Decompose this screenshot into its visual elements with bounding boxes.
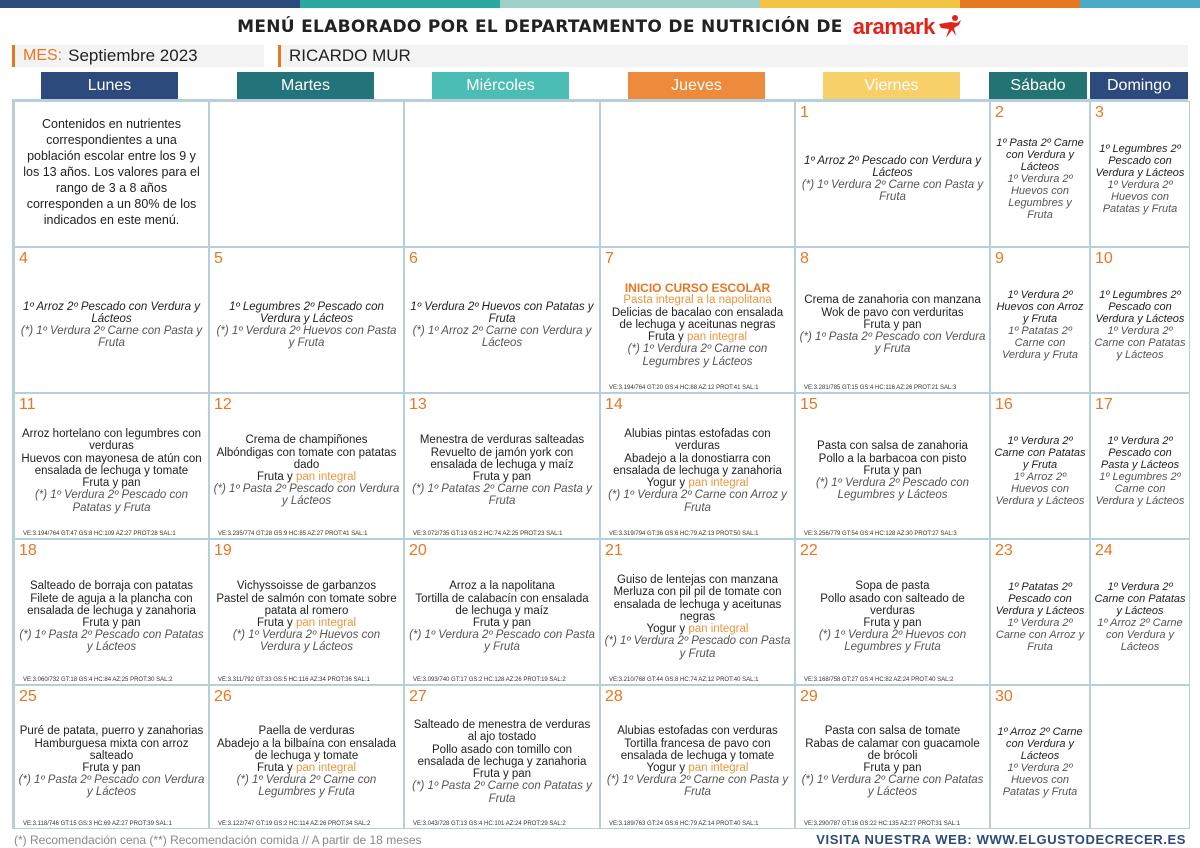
dinner-recommendation: (*) 1º Verdura 2º Carne con Pasta y Fruta <box>20 325 203 350</box>
top-bar-segment <box>960 0 1080 8</box>
dish-line: Arroz hortelano con legumbres con verduras <box>22 428 201 453</box>
day-cell-26 <box>209 685 404 829</box>
day-cell-23 <box>990 539 1090 685</box>
day-cell-15 <box>795 393 990 539</box>
dinner-recommendation: (*) 1º Patatas 2º Carne con Pasta y Fruta <box>412 483 592 508</box>
dish-line: Fruta y pan <box>863 318 922 331</box>
dish-line: Guiso de lentejas con manzana <box>616 574 779 587</box>
day-header-domingo: Domingo <box>1090 72 1188 100</box>
dessert-text: Fruta y <box>256 617 296 629</box>
nutrition-stats: VE:3.168/758 GT:27 GS:4 HC:82 AZ:24 PROT:40 SAL:2 <box>804 677 954 683</box>
day-number: 22 <box>800 542 818 559</box>
dish-line: Abadejo a la donostiarra con ensalada de lechuga y zanahoria <box>613 452 782 477</box>
dessert-text: Fruta y <box>647 331 687 344</box>
dinner-recommendation: (*) 1º Verdura 2º Carne con Arroz y Fruta <box>608 489 787 514</box>
dish-line: Pastel de salmón con tomate sobre patata al romero <box>216 592 397 617</box>
dessert-text: Yogur y <box>646 623 689 636</box>
menu-content <box>994 708 1086 816</box>
menu-content <box>408 270 596 380</box>
lunch-recommendation: 1º Verdura 2º Huevos con Patatas y Fruta <box>410 300 594 325</box>
dish-line: Hamburguesa mixta con arroz salteado <box>34 737 189 762</box>
nutrition-stats: VE:3.122/747 GT:19 GS:2 HC:114 AZ:26 PROT:34 SAL:2 <box>218 821 371 827</box>
lunch-recommendation: 1º Patatas 2º Pescado con Verdura y Lácteos <box>995 581 1085 617</box>
day-number: 3 <box>1095 104 1104 121</box>
day-cell-7 <box>600 247 795 393</box>
dessert-text: Yogur y <box>646 477 689 490</box>
dessert-bread-line <box>647 477 749 489</box>
day-number: 8 <box>800 250 809 267</box>
dish-line: Pollo asado con tomillo con ensalada de lechuga y zanahoria <box>417 743 587 768</box>
menu-content <box>18 270 205 380</box>
dish-line: Arroz a la napolitana <box>449 580 555 593</box>
nutrition-stats: VE:3.194/764 GT:47 GS:8 HC:109 AZ:27 PROT:28 SAL:1 <box>23 531 176 537</box>
lunch-recommendation: 1º Verdura 2º Carne con Patatas y Lácteos <box>1094 581 1186 617</box>
day-number: 16 <box>995 396 1013 413</box>
empty-cell <box>404 101 600 247</box>
lunch-recommendation: 1º Verdura 2º Carne con Patatas y Fruta <box>994 435 1086 471</box>
nutrition-stats: VE:3.194/764 GT:20 GS:4 HC:88 AZ:12 PROT:41 SAL:1 <box>609 385 759 391</box>
day-cell-1 <box>795 101 990 247</box>
dish-line: Fruta y pan <box>863 464 922 477</box>
day-number: 23 <box>995 542 1013 559</box>
day-cell-19 <box>209 539 404 685</box>
menu-content <box>213 416 400 526</box>
dish-line: Salteado de borraja con patatas <box>29 580 194 593</box>
day-cell-16 <box>990 393 1090 539</box>
day-cell-28 <box>600 685 795 829</box>
menu-content <box>1094 270 1186 380</box>
day-cell-9 <box>990 247 1090 393</box>
dessert-bread-line <box>257 762 356 774</box>
day-number: 28 <box>605 688 623 705</box>
day-number: 6 <box>409 250 418 267</box>
day-number: 26 <box>214 688 232 705</box>
dish-line: Fruta y pan <box>82 617 141 629</box>
menu-content <box>18 416 205 526</box>
day-number: 9 <box>995 250 1004 267</box>
day-cell-30 <box>990 685 1090 829</box>
empty-cell <box>14 101 209 247</box>
whole-bread-text: pan integral <box>295 762 357 774</box>
day-number: 12 <box>214 396 232 413</box>
day-number: 4 <box>19 250 28 267</box>
empty-cell <box>600 101 795 247</box>
school-name: RICARDO MUR <box>289 46 411 65</box>
whole-bread-text: pan integral <box>686 331 748 344</box>
whole-bread-text: pan integral <box>688 477 749 490</box>
dessert-bread-line <box>647 623 749 635</box>
nutrition-stats: VE:3.290/787 GT:16 GS:22 HC:135 AZ:27 PROT:31 SAL:1 <box>804 821 961 827</box>
day-number: 20 <box>409 542 427 559</box>
day-number: 25 <box>19 688 37 705</box>
dish-line: Abadejo a la bilbaína con ensalada de lechuga y tomate <box>216 737 397 762</box>
dinner-recommendation: (*) 1º Verdura 2º Carne con Pasta y Fruta <box>801 179 984 204</box>
dish-line: Albóndigas con tomate con patatas dado <box>216 446 397 471</box>
dinner-recommendation: (*) 1º Verdura 2º Pescado con Pasta y Fruta <box>604 635 791 660</box>
whole-bread-text: pan integral <box>295 617 357 629</box>
day-cell-24 <box>1090 539 1190 685</box>
menu-content <box>18 562 205 672</box>
nutrition-intro-text: Contenidos en nutrientes correspondientes a una población escolar entre los 9 y los 13 años. Los valores para el rango de 3 a 8 años corresponden a un 80% de los indicados en este menú. <box>23 117 200 227</box>
dish-line: Tortilla francesa de pavo con ensalada de lechuga y tomate <box>620 737 775 762</box>
menu-content <box>408 708 596 816</box>
day-cell-18 <box>14 539 209 685</box>
dish-line: Pasta con salsa de zanahoria <box>817 440 968 453</box>
school-field <box>278 45 1188 67</box>
menu-content <box>799 562 986 672</box>
day-number: 27 <box>409 688 427 705</box>
top-bar-segment <box>1080 0 1200 8</box>
dish-line: Fruta y pan <box>82 762 141 774</box>
day-number: 5 <box>214 250 223 267</box>
day-number: 7 <box>605 250 614 267</box>
menu-content <box>994 124 1086 234</box>
menu-content <box>18 708 205 816</box>
lunch-recommendation: 1º Arroz 2º Carne con Verdura y Lácteos <box>997 726 1083 762</box>
nutrition-stats: VE:3.093/740 GT:17 GS:2 HC:128 AZ:26 PROT:19 SAL:2 <box>413 677 566 683</box>
highlight-dish: Pasta integral a la napolitana <box>623 294 772 307</box>
nutrition-stats: VE:3.311/792 GT:33 GS:5 HC:116 AZ:34 PROT:36 SAL:1 <box>218 677 370 683</box>
dessert-text: Yogur y <box>646 762 689 774</box>
menu-content <box>799 416 986 526</box>
nutrition-stats: VE:3.256/779 GT:54 GS:4 HC:128 AZ:30 PROT:27 SAL:3 <box>804 531 957 537</box>
dinner-recommendation: 1º Legumbres 2º Carne con Verdura y Lácteos <box>1095 471 1185 507</box>
dessert-bread-line <box>647 762 749 774</box>
nutrition-stats: VE:3.060/732 GT:18 GS:4 HC:84 AZ:25 PROT:30 SAL:2 <box>23 677 173 683</box>
day-header-sábado: Sábado <box>989 72 1087 100</box>
menu-content <box>994 270 1086 380</box>
dish-line: Huevos con mayonesa de atún con ensalada de lechuga y tomate <box>21 452 202 477</box>
dish-line: Rabas de calamar con guacamole de brócoli <box>805 737 980 762</box>
menu-content <box>994 562 1086 672</box>
day-number: 10 <box>1095 250 1113 267</box>
nutrition-stats: VE:3.189/763 GT:24 GS:6 HC:79 AZ:14 PROT:40 SAL:1 <box>609 821 759 827</box>
menu-content <box>1094 124 1186 234</box>
day-header-martes: Martes <box>237 72 374 100</box>
dish-line: Delicias de bacalao con ensalada de lechuga y aceitunas negras <box>611 306 784 331</box>
dinner-recommendation: (*) 1º Verdura 2º Pescado con Legumbres y Lácteos <box>815 477 970 502</box>
lunch-recommendation: 1º Legumbres 2º Pescado con Verdura y Lácteos <box>1095 143 1185 179</box>
day-number: 30 <box>995 688 1013 705</box>
dinner-recommendation: (*) 1º Pasta 2º Pescado con Verdura y Lácteos <box>18 774 205 799</box>
dish-line: Salteado de menestra de verduras al ajo tostado <box>413 719 591 744</box>
day-cell-11 <box>14 393 209 539</box>
dish-line: Tortilla de calabacín con ensalada de lechuga y maíz <box>415 592 589 617</box>
whole-bread-text: pan integral <box>295 471 357 483</box>
dinner-recommendation: 1º Verdura 2º Huevos con Legumbres y Fruta <box>1007 173 1073 221</box>
lunch-recommendation: 1º Legumbres 2º Pescado con Verdura y Lácteos <box>1095 289 1185 325</box>
day-header-jueves: Jueves <box>628 72 765 100</box>
lunch-recommendation: 1º Arroz 2º Pescado con Verdura y Lácteos <box>23 300 200 325</box>
day-number: 29 <box>800 688 818 705</box>
month-field <box>12 45 264 67</box>
empty-cell <box>209 101 404 247</box>
day-header-lunes: Lunes <box>41 72 178 100</box>
weekday-headers <box>0 72 1200 100</box>
day-cell-22 <box>795 539 990 685</box>
lunch-recommendation: 1º Verdura 2º Pescado con Pasta y Lácteos <box>1100 435 1180 471</box>
dinner-recommendation: (*) 1º Verdura 2º Huevos con Verdura y Lácteos <box>232 629 381 654</box>
top-bar-segment <box>500 0 760 8</box>
dish-line: Fruta y pan <box>863 617 922 629</box>
day-number: 19 <box>214 542 232 559</box>
menu-content <box>408 562 596 672</box>
dinner-recommendation: (*) 1º Verdura 2º Carne con Legumbres y Lácteos <box>627 343 768 368</box>
menu-content <box>1094 562 1186 672</box>
day-cell-3 <box>1090 101 1190 247</box>
day-number: 18 <box>19 542 37 559</box>
dinner-recommendation: (*) 1º Pasta 2º Carne con Patatas y Fruta <box>412 780 592 805</box>
menu-content <box>1094 416 1186 526</box>
brand-logo <box>853 14 963 40</box>
day-cell-6 <box>404 247 600 393</box>
school-start-notice: INICIO CURSO ESCOLAR <box>624 281 771 296</box>
menu-calendar-grid <box>12 99 1188 829</box>
day-cell-12 <box>209 393 404 539</box>
nutrition-stats: VE:3.072/735 GT:13 GS:2 HC:74 AZ:25 PROT:23 SAL:1 <box>413 531 563 537</box>
whole-bread-text: pan integral <box>688 762 749 774</box>
aramark-star-person-icon <box>937 14 963 40</box>
menu-content <box>213 562 400 672</box>
dessert-text: Fruta y <box>256 471 296 483</box>
dish-line: Fruta y pan <box>82 477 141 490</box>
empty-cell <box>1090 685 1190 829</box>
menu-content <box>799 270 986 380</box>
dish-line: Crema de zanahoria con manzana <box>804 294 981 307</box>
day-cell-27 <box>404 685 600 829</box>
dinner-recommendation: (*) 1º Verdura 2º Pescado con Pasta y Fruta <box>409 629 595 654</box>
dish-line: Revuelto de jamón york con ensalada de lechuga y maíz <box>430 446 574 471</box>
day-number: 13 <box>409 396 427 413</box>
dinner-recommendation: 1º Arroz 2º Huevos con Verdura y Lácteos <box>995 471 1085 507</box>
day-number: 21 <box>605 542 623 559</box>
nutrition-stats: VE:3.043/728 GT:13 GS:4 HC:101 AZ:24 PROT:29 SAL:2 <box>413 821 566 827</box>
menu-content <box>604 416 791 526</box>
dinner-recommendation: (*) 1º Pasta 2º Pescado con Patatas y Lácteos <box>19 629 204 654</box>
menu-content <box>408 416 596 526</box>
menu-content <box>213 270 400 380</box>
day-cell-29 <box>795 685 990 829</box>
dish-line: Fruta y pan <box>472 471 532 483</box>
dinner-recommendation: (*) 1º Verdura 2º Huevos con Pasta y Fruta <box>216 325 397 350</box>
dessert-bread-line <box>648 331 747 343</box>
day-number: 14 <box>605 396 623 413</box>
day-header-miércoles: Miércoles <box>432 72 569 100</box>
nutrition-stats: VE:3.210/768 GT:44 GS:8 HC:74 AZ:12 PROT:40 SAL:1 <box>609 677 759 683</box>
lunch-recommendation: 1º Verdura 2º Huevos con Arroz y Fruta <box>996 289 1084 325</box>
dish-line: Alubias pintas estofadas con verduras <box>624 428 771 453</box>
dinner-recommendation: 1º Verdura 2º Huevos con Patatas y Fruta <box>1002 762 1078 798</box>
lunch-recommendation: 1º Legumbres 2º Pescado con Verdura y Lácteos <box>229 300 384 325</box>
dinner-recommendation: 1º Patatas 2º Carne con Verdura y Fruta <box>1001 325 1078 361</box>
dish-line: Filete de aguja a la plancha con ensalada de lechuga y zanahoria <box>27 592 196 617</box>
dessert-bread-line <box>257 617 356 629</box>
dinner-recommendation: (*) 1º Arroz 2º Carne con Verdura y Lácteos <box>412 325 592 350</box>
day-cell-5 <box>209 247 404 393</box>
day-number: 24 <box>1095 542 1113 559</box>
day-number: 1 <box>800 104 809 121</box>
dinner-recommendation: (*) 1º Pasta 2º Pescado con Verdura y Lácteos <box>213 483 400 508</box>
dinner-recommendation: 1º Verdura 2º Huevos con Patatas y Fruta <box>1102 179 1178 215</box>
day-cell-13 <box>404 393 600 539</box>
day-cell-8 <box>795 247 990 393</box>
dinner-recommendation: (*) 1º Verdura 2º Carne con Legumbres y Fruta <box>236 774 377 799</box>
menu-content <box>994 416 1086 526</box>
day-cell-20 <box>404 539 600 685</box>
dinner-recommendation: (*) 1º Verdura 2º Huevos con Legumbres y Fruta <box>818 629 967 654</box>
top-bar-segment <box>0 0 300 8</box>
day-cell-14 <box>600 393 795 539</box>
dish-line: Alubias estofadas con verduras <box>617 725 778 738</box>
dinner-recommendation: (*) 1º Verdura 2º Carne con Patatas y Lácteos <box>801 774 984 799</box>
dish-line: Fruta y pan <box>472 617 532 629</box>
day-number: 2 <box>995 104 1004 121</box>
dish-line: Paella de verduras <box>258 725 355 738</box>
nutrition-stats: VE:3.319/794 GT:36 GS:6 HC:79 AZ:13 PROT:50 SAL:1 <box>609 531 759 537</box>
dish-line: Vichyssoisse de garbanzos <box>236 580 377 593</box>
month-value: Septiembre 2023 <box>68 46 198 65</box>
website-link[interactable]: VISITA NUESTRA WEB: WWW.ELGUSTODECRECER.ES <box>816 832 1186 847</box>
dish-line: Wok de pavo con verduritas <box>821 306 964 319</box>
dinner-recommendation: 1º Arroz 2º Carne con Verdura y Lácteos <box>1097 617 1183 653</box>
nutrition-stats: VE:3.235/774 GT:28 GS:9 HC:85 AZ:27 PROT:41 SAL:1 <box>218 531 368 537</box>
dish-line: Crema de champiñones <box>245 434 368 447</box>
dinner-recommendation: (*) 1º Verdura 2º Pescado con Patatas y Fruta <box>34 489 189 514</box>
dinner-recommendation: (*) 1º Verdura 2º Carne con Pasta y Fruta <box>606 774 789 799</box>
top-bar-segment <box>300 0 500 8</box>
month-label: MES: <box>23 47 63 64</box>
brand-name: aramark <box>852 14 935 39</box>
title-text: MENÚ ELABORADO POR EL DEPARTAMENTO DE NUTRICIÓN DE <box>237 17 843 37</box>
day-cell-2 <box>990 101 1090 247</box>
menu-content <box>604 562 791 672</box>
day-number: 11 <box>19 396 36 413</box>
day-number: 17 <box>1095 396 1113 413</box>
lunch-recommendation: 1º Arroz 2º Pescado con Verdura y Lácteos <box>804 154 981 179</box>
dish-line: Puré de patata, puerro y zanahorias <box>19 725 204 738</box>
dish-line: Pasta con salsa de tomate <box>824 725 961 738</box>
top-color-bar <box>0 0 1200 8</box>
menu-content <box>604 270 791 380</box>
dish-line: Pollo asado con salteado de verduras <box>820 592 965 617</box>
dessert-text: Fruta y <box>256 762 296 774</box>
dish-line: Merluza con pil pil de tomate con ensalada de lechuga y aceitunas negras <box>613 586 782 623</box>
menu-content <box>799 708 986 816</box>
dessert-bread-line <box>257 471 356 483</box>
menu-content <box>799 124 986 234</box>
dinner-recommendation: (*) 1º Pasta 2º Pescado con Verdura y Fruta <box>799 331 986 356</box>
day-cell-21 <box>600 539 795 685</box>
dinner-recommendation: 1º Verdura 2º Carne con Arroz y Fruta <box>995 617 1085 653</box>
menu-content <box>604 708 791 816</box>
menu-content <box>213 708 400 816</box>
nutrition-stats: VE:3.281/785 GT:15 GS:4 HC:116 AZ:26 PROT:21 SAL:3 <box>804 385 957 391</box>
day-cell-25 <box>14 685 209 829</box>
dish-line: Menestra de verduras salteadas <box>419 434 585 447</box>
day-header-viernes: Viernes <box>823 72 960 100</box>
footer-note: (*) Recomendación cena (**) Recomendación comida // A partir de 18 meses <box>14 833 422 847</box>
dish-line: Pollo a la barbacoa con pisto <box>818 452 967 465</box>
top-bar-segment <box>760 0 960 8</box>
day-cell-17 <box>1090 393 1190 539</box>
lunch-recommendation: 1º Pasta 2º Carne con Verdura y Lácteos <box>996 137 1084 173</box>
dinner-recommendation: 1º Verdura 2º Carne con Patatas y Lácteos <box>1094 325 1186 361</box>
dish-line: Fruta y pan <box>863 762 922 774</box>
dish-line: Fruta y pan <box>472 768 532 781</box>
day-cell-4 <box>14 247 209 393</box>
nutrition-stats: VE:3.118/746 GT:15 GS:3 HC:69 AZ:27 PROT:39 SAL:1 <box>23 821 172 827</box>
day-number: 15 <box>800 396 818 413</box>
whole-bread-text: pan integral <box>688 623 749 636</box>
day-cell-10 <box>1090 247 1190 393</box>
dish-line: Sopa de pasta <box>855 580 930 593</box>
page-title <box>0 14 1200 40</box>
